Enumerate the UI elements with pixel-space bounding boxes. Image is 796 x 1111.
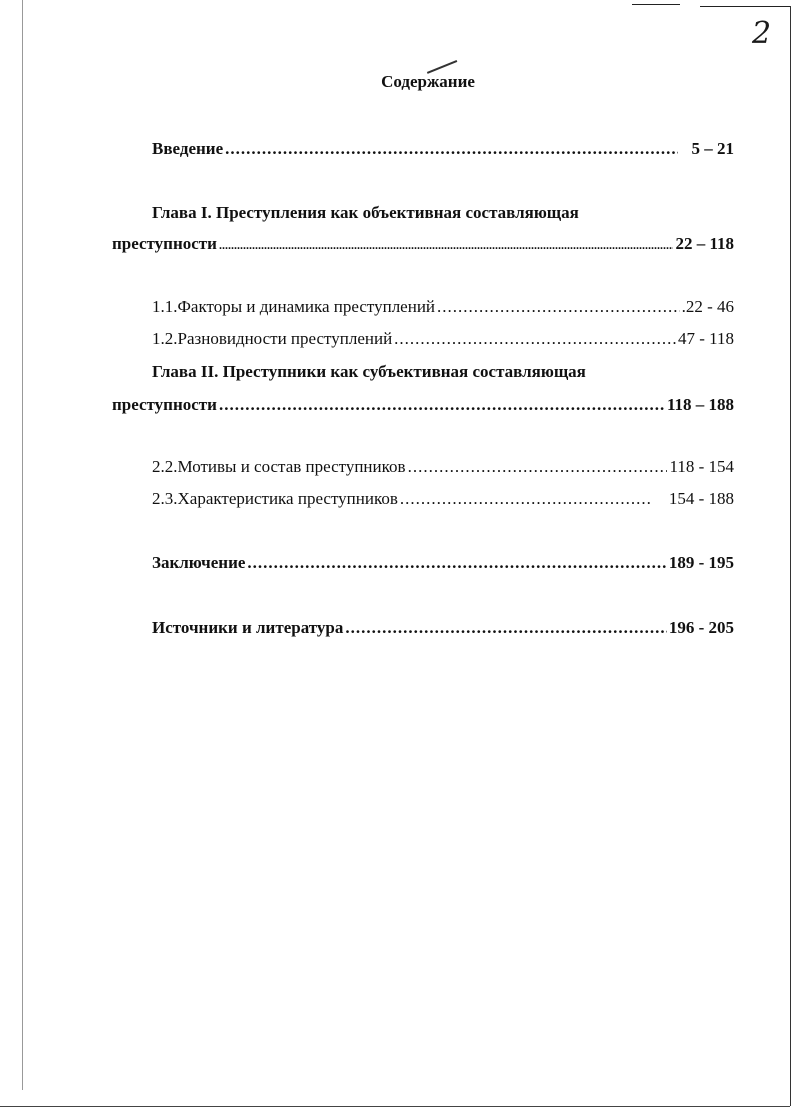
toc-entry-label: 1.2.Разновидности преступлений <box>152 329 393 348</box>
toc-entry-pages: 196 - 205 <box>668 618 734 637</box>
scan-border-bottom <box>0 1106 790 1107</box>
toc-entry-section-2-2 <box>152 457 734 477</box>
scan-border-left <box>22 0 23 1090</box>
toc-leader-dots <box>219 395 665 415</box>
toc-entry-pages: 154 - 188 <box>668 489 734 508</box>
toc-entry-label: Источники и литература <box>152 618 344 637</box>
scan-border-right <box>790 6 791 1106</box>
toc-entry-section-1-1 <box>152 297 734 317</box>
toc-entry-sources <box>152 618 734 638</box>
toc-entry-label: 1.1.Факторы и динамика преступлений <box>152 297 436 316</box>
toc-leader-dots <box>219 238 673 253</box>
toc-leader-dots <box>408 457 668 477</box>
scan-border-top-right <box>700 6 790 7</box>
toc-entry-pages: 22 – 118 <box>675 234 734 253</box>
chapter1-heading: Глава I. Преступления как объективная составляющая <box>152 203 579 222</box>
toc-entry-chapter2 <box>112 395 734 415</box>
toc-entry-pages: 5 – 21 <box>691 139 734 158</box>
handwritten-page-number: 2 <box>752 16 772 51</box>
toc-leader-dots <box>247 553 666 573</box>
toc-leader-dots <box>345 618 666 638</box>
toc-entry-section-1-2 <box>152 329 734 349</box>
toc-entry-conclusion <box>152 553 734 573</box>
toc-entry-pages: 189 - 195 <box>668 553 734 572</box>
toc-entry-label: 2.2.Мотивы и состав преступников <box>152 457 406 476</box>
toc-entry-label: Введение <box>152 139 224 158</box>
toc-entry-pages: .22 - 46 <box>681 297 734 316</box>
toc-entry-label: 2.3.Характеристика преступников <box>152 489 398 508</box>
toc-leader-dots <box>394 329 676 349</box>
toc-entry-label: Заключение <box>152 553 246 572</box>
toc-leader-dots <box>437 297 680 317</box>
toc-entry-chapter1 <box>112 234 734 254</box>
toc-entry-section-2-3 <box>152 489 734 509</box>
toc-entry-label: преступности <box>112 395 217 414</box>
page-title: Содержание <box>381 72 475 91</box>
toc-entry-intro <box>152 139 734 159</box>
toc-entry-pages: 118 - 154 <box>669 457 734 476</box>
toc-entry-pages: 47 - 118 <box>677 329 734 348</box>
toc-entry-pages: 118 – 188 <box>666 395 734 414</box>
toc-leader-dots <box>400 489 653 509</box>
chapter2-heading: Глава II. Преступники как субъективная составляющая <box>152 362 586 381</box>
toc-leader-dots <box>225 139 677 159</box>
toc-entry-label: преступности <box>112 234 217 253</box>
scan-border-top <box>632 4 680 5</box>
